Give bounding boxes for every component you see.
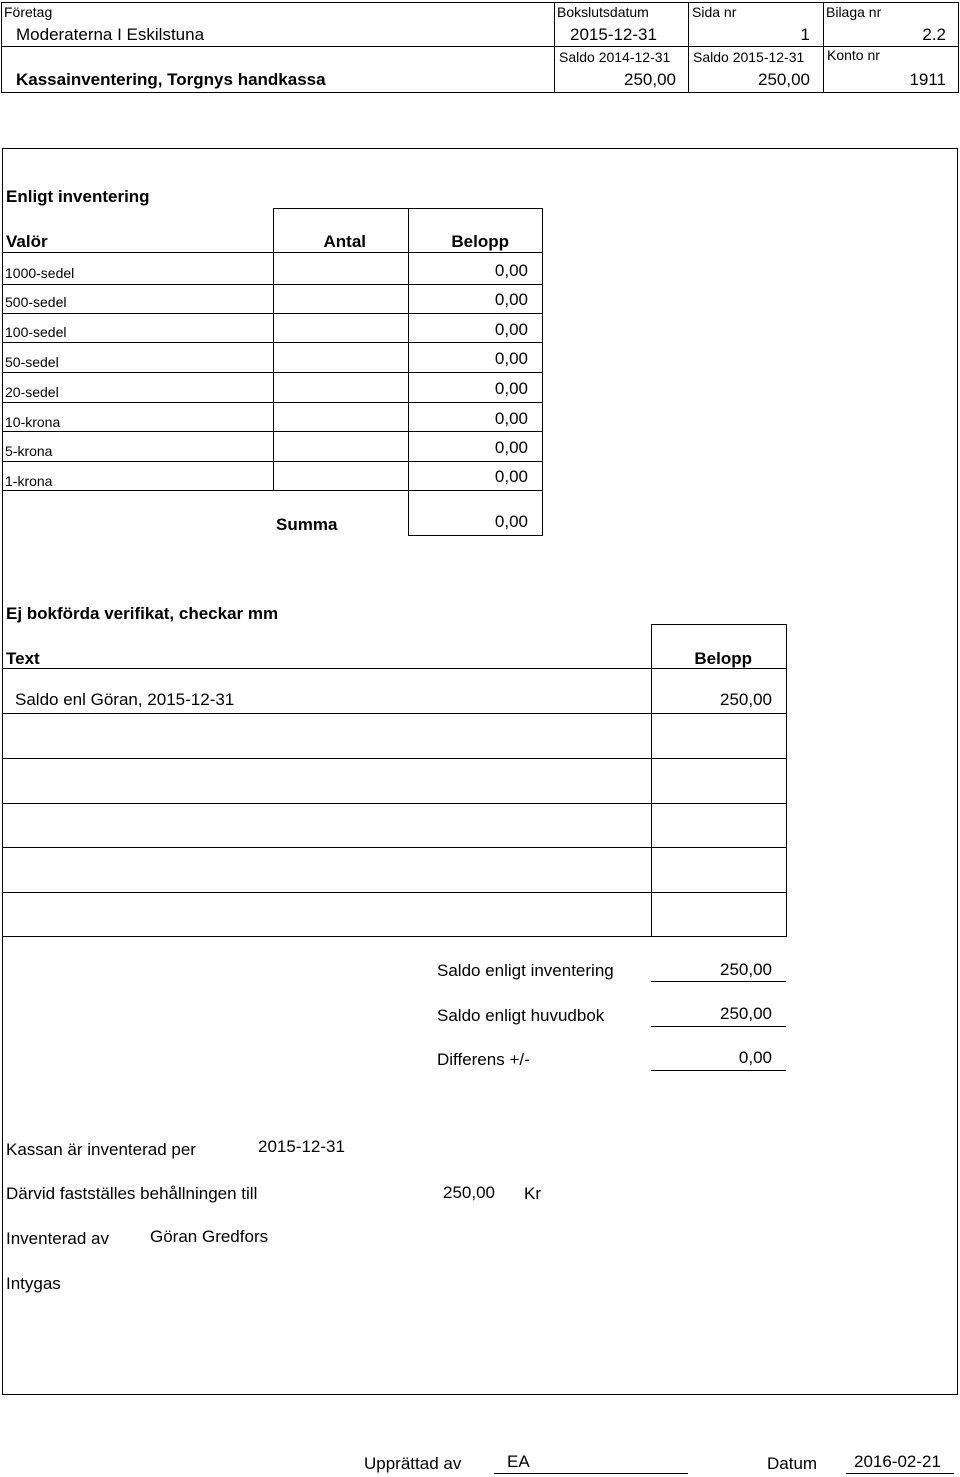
sum-label: Summa (276, 515, 338, 534)
row-label: 500-sedel (5, 294, 67, 310)
sum-value: 0,00 (494, 512, 528, 531)
row-amount: 0,00 (494, 320, 528, 339)
row-amount: 0,00 (494, 290, 528, 309)
row-amount: 250,00 (720, 690, 772, 709)
holding-label: Därvid fastställes behållningen till (6, 1184, 258, 1203)
row-label: 5-krona (5, 443, 53, 459)
row-amount: 0,00 (494, 261, 528, 280)
row-label: 1000-sedel (5, 265, 75, 281)
saldo-curr-value: 250,00 (758, 70, 810, 89)
company-value: Moderaterna I Eskilstuna (16, 25, 205, 44)
closing-date-value: 2015-12-31 (570, 25, 657, 44)
prepared-by-label: Upprättad av (364, 1454, 462, 1473)
saldo-inventory-value: 250,00 (720, 960, 772, 979)
row-label: 50-sedel (5, 354, 59, 370)
row-amount: 0,00 (494, 438, 528, 457)
attachment-value: 2.2 (922, 25, 946, 44)
row-label: 10-krona (5, 414, 61, 430)
row-amount: 0,00 (494, 349, 528, 368)
inventoried-per-label: Kassan är inventerad per (6, 1140, 196, 1159)
differens-label: Differens +/- (437, 1050, 530, 1069)
certify-label: Intygas (6, 1274, 61, 1293)
prepared-by-value: EA (507, 1452, 530, 1471)
col-text: Text (6, 649, 40, 668)
row-label: 1-krona (5, 473, 53, 489)
row-amount: 0,00 (494, 409, 528, 428)
saldo-curr-label: Saldo 2015-12-31 (693, 49, 805, 65)
company-label: Företag (4, 4, 53, 20)
row-label: 100-sedel (5, 324, 67, 340)
account-label: Konto nr (827, 47, 880, 63)
col-belopp: Belopp (451, 232, 509, 251)
col-valor: Valör (6, 232, 48, 251)
closing-date-label: Bokslutsdatum (557, 4, 649, 20)
saldo-ledger-value: 250,00 (720, 1004, 772, 1023)
page-value: 1 (800, 25, 810, 44)
row-amount: 0,00 (494, 379, 528, 398)
holding-unit: Kr (524, 1184, 541, 1203)
inventoried-per-value: 2015-12-31 (258, 1137, 345, 1156)
row-text: Saldo enl Göran, 2015-12-31 (15, 690, 235, 709)
saldo-prev-value: 250,00 (624, 70, 676, 89)
holding-value: 250,00 (443, 1183, 495, 1202)
attachment-label: Bilaga nr (826, 4, 882, 20)
saldo-ledger-label: Saldo enligt huvudbok (437, 1006, 605, 1025)
page-title: Kassainventering, Torgnys handkassa (16, 70, 326, 89)
col-antal: Antal (323, 232, 366, 251)
inventoried-by-value: Göran Gredfors (150, 1227, 269, 1246)
inventory-heading: Enligt inventering (6, 187, 150, 206)
inventoried-by-label: Inventerad av (6, 1229, 110, 1248)
row-amount: 0,00 (494, 467, 528, 486)
unbooked-heading: Ej bokförda verifikat, checkar mm (6, 604, 279, 623)
account-value: 1911 (909, 70, 946, 89)
date-label: Datum (767, 1454, 818, 1473)
saldo-inventory-label: Saldo enligt inventering (437, 961, 614, 980)
differens-value: 0,00 (738, 1048, 772, 1067)
date-value: 2016-02-21 (854, 1452, 941, 1471)
col-belopp: Belopp (694, 649, 752, 668)
row-label: 20-sedel (5, 384, 59, 400)
page-label: Sida nr (692, 4, 737, 20)
saldo-prev-label: Saldo 2014-12-31 (559, 49, 671, 65)
